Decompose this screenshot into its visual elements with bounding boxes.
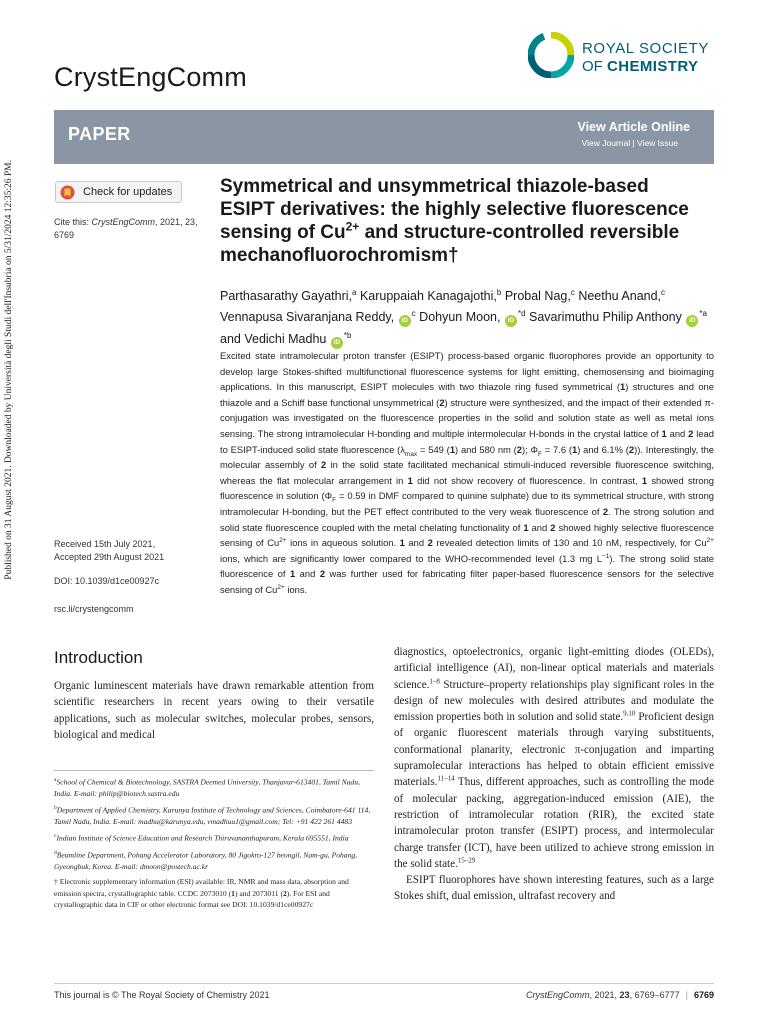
accepted-date: Accepted 29th August 2021 <box>54 551 165 562</box>
affiliation-footnote: $^d$Beamline Department, Pohang Accelerator Laboratory, 80 Jigokro-127 beongil, Nam-gu, Pohang, Gyeongbuk, Korea. E-mail: dmoon@postech.ac.kr <box>54 849 358 871</box>
article-title: Symmetrical and unsymmetrical thiazole-based ESIPT derivatives: the highly selective fluorescence sensing of $Cu^{2+}$ and structure-controlled reversible mechanofluorochromism† <box>220 176 689 266</box>
affiliation-footnote: $^b$Department of Applied Chemistry, Karunya Institute of Technology and Sciences, Coimbatore-641 114, Tamil Nadu, India. E-mail: madhu@karunya.edu, vmadhuu1@gmail.com; Tel: +91 422 261 4483 <box>54 805 371 827</box>
intro-paragraph: diagnostics, optoelectronics, organic light-emitting diodes (OLEDs), artificial intelligence (AI), non-linear optical materials and materials science.$^{1-8}$ Structure–property relationships play significant roles in the design of new molecules with desired attributes and modulate the emission properties both in solution and solid state.$^{9,10}$ Proficient design of organic fluorescent materials through varying substituents, conformational planarity, electronic π-conjugation and imparting supramolecular interactions has helped to obtain efficient emissive materials.$^{11-14}$ Thus, different approaches, such as controlling the mode of molecular packing, aggregation-induced emission (AIE), the restriction of intramolecular rotation (RIR), the excited state intramolecular proton transfer (ESIPT) process, and intermolecular charge transfer (ICT), have been utilized to achieve strong emission in the solid state.$^{15-29}$ <box>394 646 714 870</box>
author-name: Savarimuthu Philip Anthony <box>529 310 682 325</box>
intro-right-column <box>394 644 714 905</box>
affiliation-mark: c <box>570 288 575 297</box>
received-date: Received 15th July 2021, <box>54 539 156 549</box>
author-name: Vennapusa Sivaranjana Reddy, <box>220 310 395 325</box>
orcid-icon[interactable]: iD <box>399 315 411 327</box>
rsc-logo <box>528 30 718 86</box>
affiliation-mark: c <box>411 309 416 319</box>
author-separator: and <box>220 332 245 347</box>
affiliation-mark: *b <box>343 331 352 341</box>
check-for-updates-button[interactable] <box>55 181 182 203</box>
author-name: Dohyun Moon, <box>419 310 501 325</box>
article-type: PAPER <box>68 124 131 144</box>
intro-left-column <box>54 678 374 743</box>
section-heading-introduction: Introduction <box>54 648 143 667</box>
view-journal-link[interactable]: View Journal <box>581 138 631 148</box>
view-issue-link[interactable]: View Issue <box>637 138 678 148</box>
rsc-logo-icon <box>528 32 574 78</box>
article-type-banner <box>54 110 714 164</box>
check-for-updates-label: Check for updates <box>83 186 173 198</box>
affiliation-mark: c <box>661 288 666 297</box>
intro-paragraph: Organic luminescent materials have drawn remarkable attention from scientific researchers in recent years owing to their versatile applications, such as molecular switches, molecular probes, sensors, biological and medical <box>54 680 374 741</box>
rsc-logo-line1: ROYAL SOCIETY <box>582 40 709 57</box>
copyright-footer: This journal is © The Royal Society of Chemistry 2021 <box>54 990 270 1000</box>
author-name: Probal Nag, <box>504 289 571 304</box>
author-name: Parthasarathy Gayathri, <box>220 289 353 304</box>
journal-issue-links: View Journal | View Issue <box>581 138 678 148</box>
affiliation-footnote: $^a$School of Chemical & Biotechnology, SASTRA Deemed University, Thanjavur-613401, Tamil Nadu, India. E-mail: philip@biotech.sastra.edu <box>54 777 361 799</box>
affiliation-footnotes <box>54 775 374 914</box>
journal-title: CrystEngComm <box>54 62 247 92</box>
footnote-divider <box>54 770 374 771</box>
intro-paragraph: ESIPT fluorophores have shown interesting features, such as a large Stokes shift, dual emission, ultrafast recovery and <box>394 874 714 903</box>
orcid-icon[interactable]: iD <box>686 315 698 327</box>
download-watermark: Published on 31 August 2021. Downloaded by Università degli Studi dell'Insubria on 5/31/2024 12:35:26 PM. <box>4 160 14 580</box>
esi-footnote: † Electronic supplementary information (ESI) available: IR, NMR and mass data, absorption and emission spectra, crystallographic table. CCDC 2073010 (1) and 2073011 (2). For ESI and crystallographic data in CIF or other electronic format see DOI: 10.1039/d1ce00927c <box>54 876 349 910</box>
author-name: Karuppaiah Kanagajothi, <box>359 289 497 304</box>
orcid-icon[interactable]: iD <box>331 337 343 349</box>
rsc-logo-line2: OF CHEMISTRY <box>582 58 699 75</box>
orcid-icon[interactable]: iD <box>505 315 517 327</box>
citation-footer: CrystEngComm, 2021, 23, 6769–6777 | 6769 <box>526 990 714 1000</box>
affiliation-mark: *a <box>699 309 707 319</box>
view-article-online-link[interactable]: View Article Online <box>577 120 690 134</box>
author-name: Vedichi Madhu <box>244 332 327 347</box>
affiliation-mark: a <box>352 288 357 297</box>
affiliation-footnote: $^c$Indian Institute of Science Education and Research Thiruvananthapuram, Kerala 695551, India <box>54 833 349 843</box>
author-list <box>220 284 710 349</box>
affiliation-mark: b <box>496 288 502 297</box>
bookmark-ribbon-icon <box>60 185 75 200</box>
footer-divider <box>54 983 714 984</box>
citation: Cite this: CrystEngComm, 2021, 23, 6769 <box>54 217 198 240</box>
received-accepted-dates <box>54 538 214 563</box>
abstract: Excited state intramolecular proton transfer (ESIPT) process-based organic fluorophores provide an opportunity to develop large Stokes-shifted multifunctional fluorescence systems for light emitting, chemosensing and bioimaging applications. In this manuscript, ESIPT molecules with two thiazole ring fused symmetrical (1) structures and one thiazole and a Schiff base functional unsymmetrical (2) structure were synthesized, and the impact of their extended π-conjugation was investigated on the fluorescence properties in the solid and solution state as well as metal ions sensing. The strong intramolecular H-bonding and multiple intermolecular H-bonds in the crystal lattice of 1 and 2 lead to ESIPT-induced solid state fluorescence ($\lambda_{max} = 549$ (1) and 580 nm (2); $\Phi_F = 7.6$ (1) and 6.1% (2)). Interestingly, the molecular assembly of 2 in the solid state facilitated mechanical stimuli-induced reversible fluorescence switching, whereas the flat molecular arrangement in 1 did not show recovery of fluorescence. In contrast, 1 showed strong fluorescence in solution ($\Phi_F = 0.59$ in DMF compared to quinine sulphate) due to its symmetrical structure, with strong intramolecular H-bonding, but the PET effect contributed to the very weak fluorescence of 2. The strong solution and solid state fluorescence coupled with the metal chelating functionality of 1 and 2 showed highly selective fluorescence sensing of $Cu^{2+}$ ions in aqueous solution. 1 and 2 revealed detection limits of 130 and 10 nM, respectively, for $Cu^{2+}$ ions, which are significantly lower compared to the WHO-recommended level (1.3 mg $L^{-1}$). The strong solid state fluorescence of 1 and 2 was further used for fabricating filter paper-based fluorescence sensors for the selective sensing of $Cu^{2+}$ ions. <box>220 350 715 595</box>
affiliation-mark: *d <box>517 309 526 319</box>
journal-link[interactable]: rsc.li/crystengcomm <box>54 604 134 614</box>
doi[interactable]: DOI: 10.1039/d1ce00927c <box>54 576 160 586</box>
page-number: 6769 <box>693 990 714 1000</box>
author-name: Neethu Anand, <box>578 289 662 304</box>
